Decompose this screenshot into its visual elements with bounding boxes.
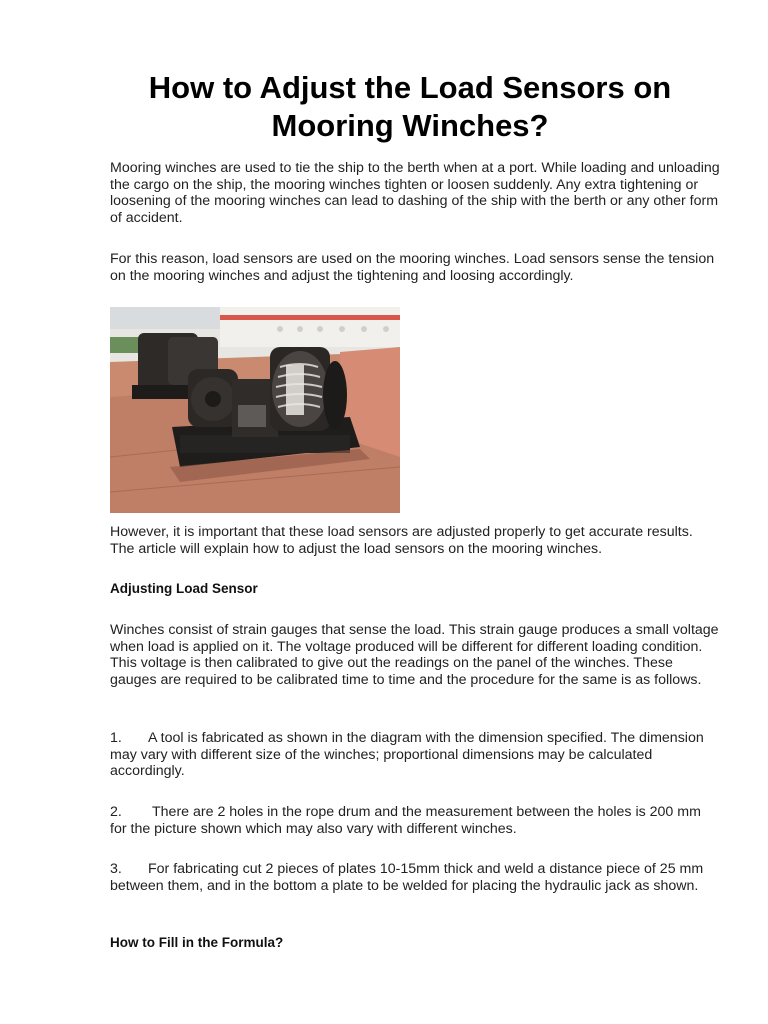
paragraph-text: However, it is important that these load sensors are adjusted properly to get accurate results. The article will explain how to adjust the load sensors on the mooring winches.: [110, 524, 693, 557]
step-text: For fabricating cut 2 pieces of plates 10-15mm thick and weld a distance piece of 25 mm between them, and in the bottom a plate to be welded for placing the hydraulic jack as shown.: [110, 861, 704, 894]
mooring-winch-photo: [110, 307, 400, 513]
step-item: [110, 730, 720, 780]
step-number: 2.: [110, 804, 122, 820]
paragraph-text: Mooring winches are used to tie the ship to the berth when at a port. While loading and unloading the cargo on the ship, the mooring winches tighten or loosen suddenly. Any extra tightening or loosening of the mooring winches can lead to dashing of the ship with the berth or any other form of accident.: [110, 160, 720, 226]
section-heading: Adjusting Load Sensor: [110, 581, 258, 596]
step-text: There are 2 holes in the rope drum and the measurement between the holes is 200 mm for the picture shown which may also vary with different winches.: [110, 804, 701, 837]
step-number: 3.: [110, 861, 122, 877]
load-sensor-paragraph: [110, 251, 720, 284]
page-title: How to Adjust the Load Sensors on Mooring Winches?: [148, 70, 672, 143]
step-item: [110, 804, 720, 837]
intro-paragraph: [110, 160, 720, 226]
step-number: 1.: [110, 730, 122, 746]
step-item: [110, 861, 720, 894]
mooring-winch-image: [110, 307, 400, 513]
paragraph-text: Winches consist of strain gauges that sense the load. This strain gauge produces a small voltage when load is applied on it. The voltage produced will be different for different loading condition. This voltage is then calibrated to give out the readings on the panel of the winches. These gauges are required to be calibrated time to time and the procedure for the same is as follows.: [110, 622, 719, 688]
formula-heading: How to Fill in the Formula?: [110, 935, 284, 950]
step-text: A tool is fabricated as shown in the diagram with the dimension specified. The dimension may vary with different size of the winches; proportional dimensions may be calculated accordingly.: [110, 730, 704, 780]
section-intro-paragraph: [110, 622, 720, 688]
paragraph-text: For this reason, load sensors are used on the mooring winches. Load sensors sense the tension on the mooring winches and adjust the tightening and loosing accordingly.: [110, 251, 715, 284]
however-paragraph: [110, 524, 720, 557]
